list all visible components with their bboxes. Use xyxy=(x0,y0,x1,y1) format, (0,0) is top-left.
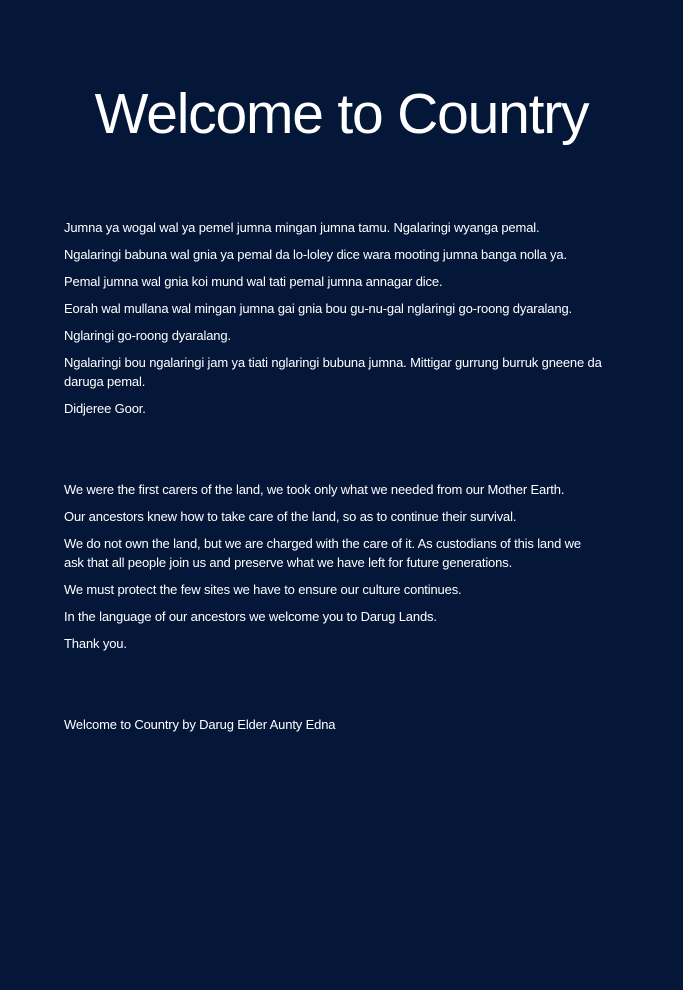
english-welcome-section xyxy=(64,480,604,661)
attribution-line: Welcome to Country by Darug Elder Aunty Edna xyxy=(64,717,336,732)
darug-paragraph-3: Pemal jumna wal gnia koi mund wal tati pemal jumna annagar dice. xyxy=(64,274,443,289)
darug-paragraph-1: Jumna ya wogal wal ya pemel jumna mingan jumna tamu. Ngalaringi wyanga pemal. xyxy=(64,220,540,235)
darug-welcome-section xyxy=(64,218,604,426)
darug-paragraph-2: Ngalaringi babuna wal gnia ya pemal da lo-loley dice wara mooting jumna banga nolla ya. xyxy=(64,247,567,262)
darug-paragraph-7: Didjeree Goor. xyxy=(64,401,146,416)
english-paragraph-5: In the language of our ancestors we welcome you to Darug Lands. xyxy=(64,609,437,624)
english-paragraph-3: We do not own the land, but we are charged with the care of it. As custodians of this land we ask that all people join us and preserve what we have left for future generations. xyxy=(64,536,581,570)
english-paragraph-6: Thank you. xyxy=(64,636,127,651)
darug-paragraph-5: Nglaringi go-roong dyaralang. xyxy=(64,328,231,343)
darug-paragraph-4: Eorah wal mullana wal mingan jumna gai gnia bou gu-nu-gal nglaringi go-roong dyaralang. xyxy=(64,301,572,316)
darug-paragraph-6: Ngalaringi bou ngalaringi jam ya tiati nglaringi bubuna jumna. Mittigar gurrung burruk gneene da daruga pemal. xyxy=(64,355,602,389)
page-title: Welcome to Country xyxy=(94,82,589,146)
english-paragraph-2: Our ancestors knew how to take care of the land, so as to continue their survival. xyxy=(64,509,517,524)
english-paragraph-4: We must protect the few sites we have to ensure our culture continues. xyxy=(64,582,462,597)
english-paragraph-1: We were the first carers of the land, we took only what we needed from our Mother Earth. xyxy=(64,482,565,497)
